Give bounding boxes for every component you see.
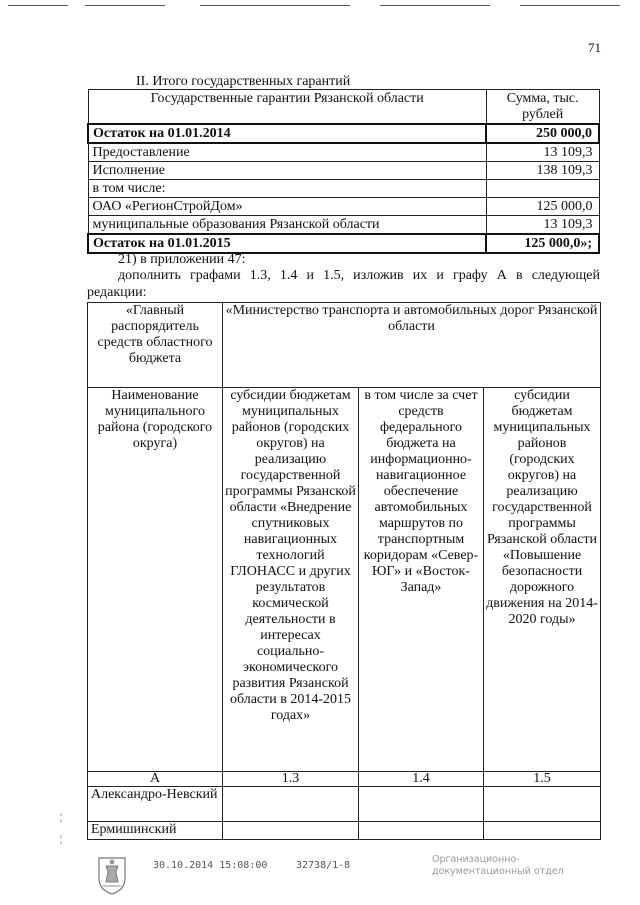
table-header-row — [88, 90, 599, 125]
table-row — [88, 822, 601, 840]
header-guarantees: Государственные гарантии Рязанской области — [88, 90, 486, 125]
table-row — [88, 787, 601, 822]
table-cell — [359, 787, 484, 822]
coat-of-arms-icon — [95, 852, 129, 901]
margin-marks — [60, 807, 62, 851]
col-1-3-header: субсидии бюджетам муниципальных районов (городских округов) на реализацию государственной программы Рязанской области «Внедрение спутниковых навигационных технологий ГЛОНАСС и других результатов космической деятельности в интересах социально-экономического развития Рязанской области в 2014-2015 годах» — [223, 388, 359, 772]
table-cell — [223, 822, 359, 840]
col-1-5-header: субсидии бюджетам муниципальных районов (городских округов) на реализацию государственной программы Рязанской области «Повышение безопасности дорожного движения на 2014-2020 годы» — [484, 388, 601, 772]
row-label: муниципальные образования Рязанской области — [88, 216, 486, 235]
col-number: 1.4 — [359, 772, 484, 787]
item-21-heading: 21) в приложении 47: — [118, 252, 246, 267]
row-label: ОАО «РегионСтройДом» — [88, 198, 486, 216]
row-amount: 250 000,0 — [486, 124, 599, 143]
footer-department — [432, 854, 564, 878]
margin-mark: ¦ — [60, 812, 63, 823]
ministry-header: «Министерство транспорта и автомобильных дорог Рязанской области — [223, 303, 601, 388]
row-amount: 125 000,0 — [486, 198, 599, 216]
row-amount: 125 000,0»; — [486, 234, 599, 253]
district-name: Ермишинский — [88, 822, 223, 840]
row-amount — [486, 180, 599, 198]
table-row — [88, 234, 599, 253]
table-row — [88, 162, 599, 180]
district-name: Александро-Невский — [88, 787, 223, 822]
footer-dept-line: документационный отдел — [432, 866, 564, 877]
row-label: Предоставление — [88, 143, 486, 162]
item-21-text-end: редакции: — [87, 285, 147, 300]
table-cell — [484, 822, 601, 840]
row-label: в том числе: — [88, 180, 486, 198]
header-amount: Сумма, тыс. рублей — [486, 90, 599, 125]
scan-edge — [0, 0, 640, 8]
col-1-4-header: в том числе за счет средств федерального бюджета на информационно-навигационное обеспечение автомобильных маршрутов по транспортным коридорам «Север-ЮГ» и «Восток-Запад» — [359, 388, 484, 772]
col-number: 1.5 — [484, 772, 601, 787]
district-name-header: Наименование муниципального района (городского округа) — [88, 388, 223, 772]
footer-dept-line: Организационно- — [432, 854, 520, 865]
table-row — [88, 143, 599, 162]
row-amount: 138 109,3 — [486, 162, 599, 180]
col-number: А — [88, 772, 223, 787]
footer-doc-number: 32738/1-8 — [296, 860, 351, 871]
annex-47-table — [87, 302, 601, 840]
annex-subheader-row — [88, 388, 601, 772]
column-number-row — [88, 772, 601, 787]
chief-manager-header: «Главный распорядитель средств областного бюджета — [88, 303, 223, 388]
row-label: Исполнение — [88, 162, 486, 180]
page-number: 71 — [588, 40, 601, 55]
annex-header-row — [88, 303, 601, 388]
table-row — [88, 216, 599, 235]
table-cell — [223, 787, 359, 822]
row-amount: 13 109,3 — [486, 143, 599, 162]
table-cell — [484, 787, 601, 822]
table-row — [88, 180, 599, 198]
table-row — [88, 198, 599, 216]
row-amount: 13 109,3 — [486, 216, 599, 235]
section-title: II. Итого государственных гарантий — [136, 74, 351, 89]
footer-datetime: 30.10.2014 15:08:00 — [153, 860, 268, 871]
guarantees-table — [87, 89, 600, 254]
table-row — [88, 124, 599, 143]
margin-mark: ¦ — [60, 834, 63, 845]
col-number: 1.3 — [223, 772, 359, 787]
row-label: Остаток на 01.01.2015 — [88, 234, 486, 253]
table-cell — [359, 822, 484, 840]
row-label: Остаток на 01.01.2014 — [88, 124, 486, 143]
item-21-text: дополнить графами 1.3, 1.4 и 1.5, изложив их и графу А в следующей — [118, 268, 600, 283]
